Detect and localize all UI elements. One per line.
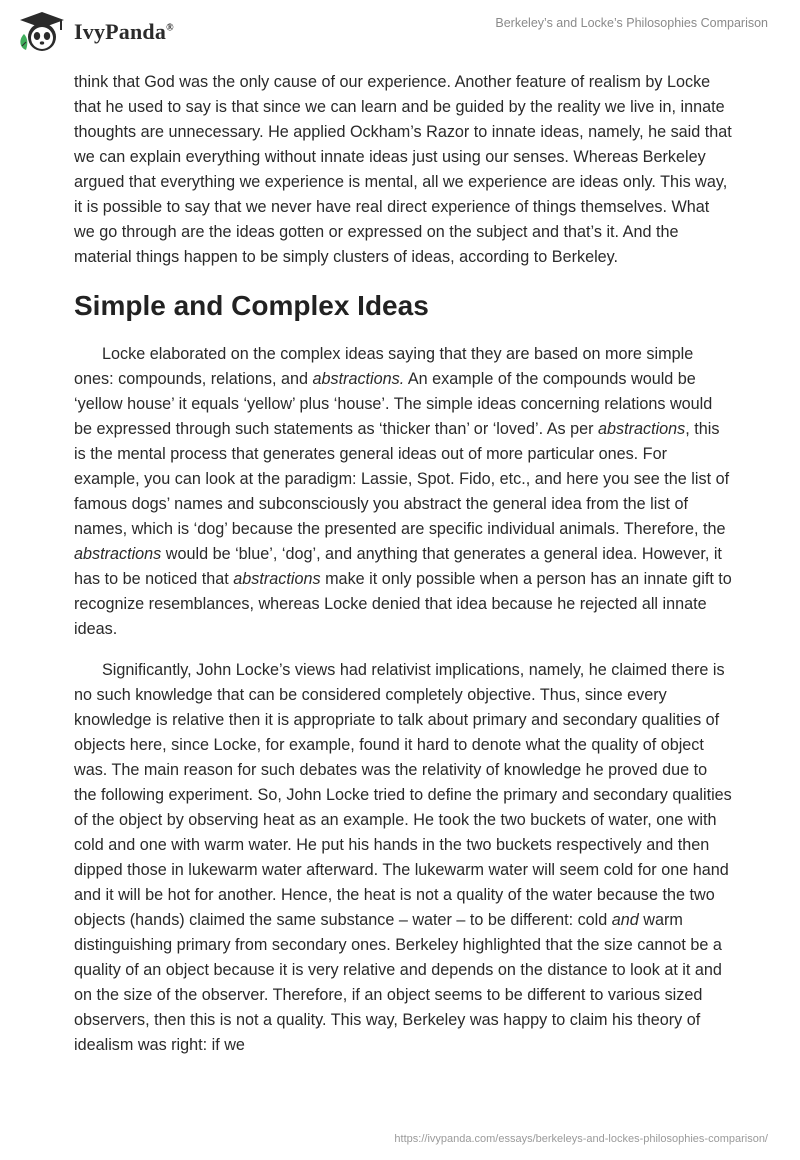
paragraph: think that God was the only cause of our experience. Another feature of realism by Locke that he used to say is that since we can learn and be guided by the reality we live in, innate thoughts are unnecessary. He applied Ockham’s Razor to innate ideas, namely, he said that we can explain everything without innate ideas just using our senses. Whereas Berkeley argued that everything we experience is mental, all we experience are ideas only. This way, it is possible to say that we never have real direct experience of things themselves. What we go through are the ideas gotten or expressed on the subject and that’s it. And the material things happen to be simply clusters of ideas, according to Berkeley. <box>74 73 732 266</box>
brand-name: IvyPanda® <box>74 19 174 44</box>
section-heading: Simple and Complex Ideas <box>74 290 429 321</box>
ivypanda-logo[interactable] <box>16 10 174 54</box>
paragraph: Significantly, John Locke’s views had relativist implications, namely, he claimed there is no such knowledge that can be considered completely objective. Thus, since every knowledge is relative then it is appropriate to talk about primary and secondary qualities of objects here, since Locke, for example, found it hard to denote what the quality of object was. The main reason for such debates was the relativity of knowledge he proved due to the following experiment. So, John Locke tried to define the primary and secondary qualities of the object by observing heat as an example. He took the two buckets of water, one with cold and one with warm water. He put his hands in the two buckets respectively and then dipped those in lukewarm water afterward. The lukewarm water will seem cold for one hand and it will be hot for another. Hence, the heat is not a quality of the water because the two objects (hands) claimed the same substance – water – to be different: cold and warm distinguishing primary from secondary ones. Berkeley highlighted that the size cannot be a quality of an object because it is very relative and depends on the distance to look at it and on the size of the observer. Therefore, if an object seems to be different to various sized observers, then this is not a quality. This way, Berkeley was happy to claim his theory of idealism was right: if we <box>74 661 732 1054</box>
document-title: Berkeley’s and Locke’s Philosophies Comparison <box>495 16 768 30</box>
page-header <box>0 0 800 70</box>
panda-logo-icon <box>16 10 68 54</box>
essay-body <box>74 70 734 1058</box>
source-url[interactable]: https://ivypanda.com/essays/berkeleys-and-lockes-philosophies-comparison/ <box>394 1133 768 1145</box>
paragraph: Locke elaborated on the complex ideas saying that they are based on more simple ones: compounds, relations, and abstractions. An example of the compounds would be ‘yellow house’ it equals ‘yellow’ plus ‘house’. The simple ideas concerning relations would be expressed through such statements as ‘thicker than’ or ‘loved’. As per abstractions, this is the mental process that generates general ideas out of more particular ones. For example, you can look at the paradigm: Lassie, Spot. Fido, etc., and here you see the list of famous dogs’ names and subconsciously you abstract the general idea from the list of names, which is ‘dog’ because the presented are specific individual animals. Therefore, the abstractions would be ‘blue’, ‘dog’, and anything that generates a general idea. However, it has to be noticed that abstractions make it only possible when a person has an innate gift to recognize resemblances, whereas Locke denied that idea because he rejected all innate ideas. <box>74 345 732 638</box>
